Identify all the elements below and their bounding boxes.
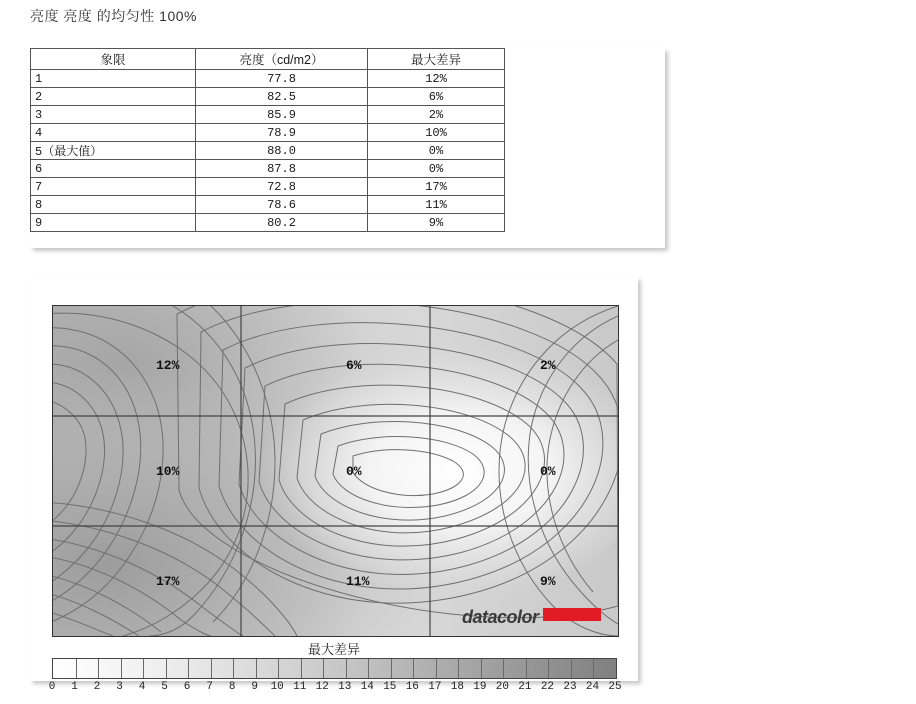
- table-row: [31, 124, 505, 142]
- cell-deviation: 17%: [368, 178, 505, 196]
- colorbar-tick-label: 11: [293, 681, 307, 693]
- uniformity-table: [30, 48, 505, 232]
- colorbar-tick-label: 21: [518, 681, 532, 693]
- cell-luminance: 77.8: [196, 70, 368, 88]
- cell-deviation: 0%: [368, 142, 505, 160]
- cell-quadrant: 2: [31, 88, 196, 106]
- colorbar-tick-label: 6: [183, 681, 191, 693]
- column-header-quadrant: 象限: [31, 49, 196, 70]
- contour-label-q9: 9%: [540, 574, 556, 589]
- colorbar-tick: [458, 659, 459, 678]
- uniformity-table-panel: [30, 48, 665, 248]
- logo-wordmark: datacolor: [462, 607, 539, 627]
- contour-label-q2: 6%: [346, 358, 362, 373]
- colorbar-tick: [593, 659, 594, 678]
- logo-accent-bar: [543, 608, 601, 621]
- uniformity-contour-panel: [30, 277, 638, 693]
- cell-quadrant: 6: [31, 160, 196, 178]
- cell-quadrant: 9: [31, 214, 196, 232]
- colorbar-tick: [256, 659, 257, 678]
- colorbar-tick: [211, 659, 212, 678]
- colorbar-tick: [301, 659, 302, 678]
- colorbar-tick: [143, 659, 144, 678]
- colorbar-tick-label: 4: [138, 681, 146, 693]
- colorbar-gradient: [52, 658, 617, 679]
- table-row: [31, 70, 505, 88]
- table-row: [31, 106, 505, 124]
- cell-deviation: 0%: [368, 160, 505, 178]
- colorbar-tick-label: 15: [383, 681, 397, 693]
- page-title: 亮度 亮度 的均匀性 100%: [30, 8, 197, 24]
- colorbar-tick-label: 5: [161, 681, 168, 693]
- cell-deviation: 6%: [368, 88, 505, 106]
- cell-luminance: 82.5: [196, 88, 368, 106]
- colorbar-tick-label: 1: [71, 681, 78, 693]
- cell-quadrant: 8: [31, 196, 196, 214]
- cell-quadrant: 3: [31, 106, 196, 124]
- colorbar-tick-label: 8: [228, 681, 236, 693]
- colorbar-tick-label: 17: [428, 681, 442, 693]
- cell-deviation: 11%: [368, 196, 505, 214]
- colorbar-tick-label: 13: [338, 681, 352, 693]
- table-row: [31, 160, 505, 178]
- contour-label-q8: 11%: [346, 574, 370, 589]
- colorbar-tick-label: 10: [270, 681, 284, 693]
- contour-label-q5: 0%: [346, 464, 362, 479]
- colorbar-tick-label: 2: [93, 681, 101, 693]
- cell-quadrant: 4: [31, 124, 196, 142]
- column-header-deviation: 最大差异: [368, 49, 505, 70]
- colorbar-tick-label: 19: [473, 681, 487, 693]
- contour-plot: [52, 305, 619, 637]
- cell-luminance: 78.6: [196, 196, 368, 214]
- colorbar-tick: [278, 659, 279, 678]
- colorbar-tick: [368, 659, 369, 678]
- colorbar-tick: [503, 659, 504, 678]
- colorbar-tick-label: 18: [450, 681, 464, 693]
- colorbar-tick-label: 24: [585, 681, 600, 693]
- contour-label-q6: 0%: [540, 464, 556, 479]
- contour-label-q7: 17%: [156, 574, 180, 589]
- cell-quadrant: 7: [31, 178, 196, 196]
- colorbar-tick-label: 12: [315, 681, 329, 693]
- colorbar-tick: [391, 659, 392, 678]
- cell-luminance: 72.8: [196, 178, 368, 196]
- colorbar-tick: [526, 659, 527, 678]
- colorbar-tick-label: 0: [48, 681, 56, 693]
- colorbar-tick-label: 22: [540, 681, 555, 693]
- datacolor-logo: [462, 607, 610, 628]
- colorbar-tick-label: 7: [206, 681, 213, 693]
- cell-deviation: 10%: [368, 124, 505, 142]
- colorbar-tick-label: 14: [360, 681, 374, 693]
- cell-luminance: 88.0: [196, 142, 368, 160]
- cell-deviation: 12%: [368, 70, 505, 88]
- colorbar-tick: [323, 659, 324, 678]
- contour-label-q3: 2%: [540, 358, 556, 373]
- colorbar-tick-labels: [48, 681, 622, 697]
- table-row: [31, 88, 505, 106]
- colorbar-tick: [571, 659, 572, 678]
- cell-luminance: 87.8: [196, 160, 368, 178]
- contour-svg: [53, 306, 618, 636]
- colorbar-tick: [76, 659, 77, 678]
- cell-luminance: 85.9: [196, 106, 368, 124]
- cell-luminance: 80.2: [196, 214, 368, 232]
- colorbar-tick-label: 20: [495, 681, 509, 693]
- table-header-row: [31, 49, 505, 70]
- colorbar-tick: [346, 659, 347, 678]
- cell-luminance: 78.9: [196, 124, 368, 142]
- colorbar-tick: [166, 659, 167, 678]
- table-row: [31, 214, 505, 232]
- cell-deviation: 9%: [368, 214, 505, 232]
- cell-quadrant: 5（最大值）: [31, 142, 196, 160]
- colorbar-tick: [188, 659, 189, 678]
- colorbar: [48, 658, 622, 697]
- cell-deviation: 2%: [368, 106, 505, 124]
- colorbar-tick-label: 9: [251, 681, 258, 693]
- colorbar-tick: [481, 659, 482, 678]
- colorbar-tick: [98, 659, 99, 678]
- colorbar-tick: [233, 659, 234, 678]
- colorbar-tick: [413, 659, 414, 678]
- table-row: [31, 142, 505, 160]
- colorbar-tick-label: 16: [405, 681, 419, 693]
- colorbar-tick-label: 25: [608, 681, 622, 693]
- contour-label-q1: 12%: [156, 358, 180, 373]
- colorbar-tick-label: 23: [563, 681, 577, 693]
- column-header-luminance: 亮度（cd/m2）: [196, 49, 368, 70]
- cell-quadrant: 1: [31, 70, 196, 88]
- colorbar-caption: 最大差异: [307, 642, 360, 657]
- table-row: [31, 196, 505, 214]
- colorbar-tick: [121, 659, 122, 678]
- colorbar-tick: [436, 659, 437, 678]
- contour-label-q4: 10%: [156, 464, 180, 479]
- colorbar-tick: [548, 659, 549, 678]
- colorbar-tick-label: 3: [116, 681, 123, 693]
- table-row: [31, 178, 505, 196]
